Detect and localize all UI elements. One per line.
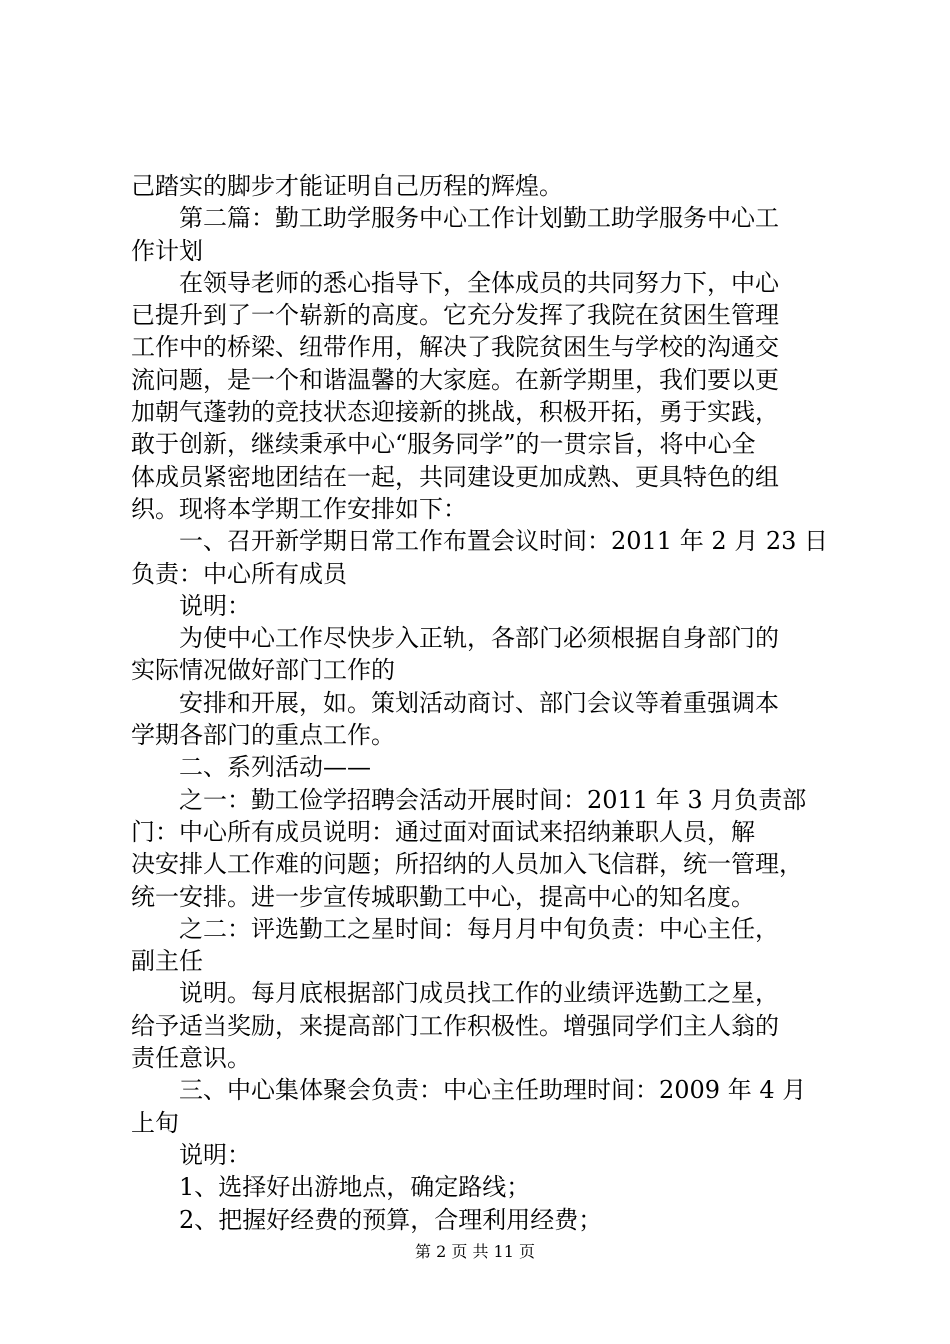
- text-line: 加朝气蓬勃的竞技状态迎接新的挑战，积极开拓，勇于实践，: [131, 398, 779, 427]
- text-line: 说明：: [179, 591, 251, 620]
- text-line: 二、系列活动——: [179, 753, 371, 782]
- text-line: 在领导老师的悉心指导下，全体成员的共同努力下，中心: [179, 268, 779, 297]
- page-number-footer: 第 2 页 共 11 页: [415, 1242, 535, 1261]
- text-line: 责任意识。: [131, 1044, 251, 1073]
- text-line: 三、中心集体聚会负责：中心主任助理时间：2009 年 4 月: [179, 1076, 807, 1105]
- text-line: 2、把握好经费的预算，合理利用经费；: [179, 1205, 603, 1234]
- text-line: 统一安排。进一步宣传城职勤工中心，提高中心的知名度。: [131, 882, 755, 911]
- text-line: 学期各部门的重点工作。: [131, 721, 395, 750]
- text-line: 已提升到了一个崭新的高度。它充分发挥了我院在贫困生管理: [131, 301, 779, 330]
- text-line: 第二篇：勤工助学服务中心工作计划勤工助学服务中心工: [179, 204, 779, 233]
- text-line: 1、选择好出游地点，确定路线；: [179, 1173, 531, 1202]
- document-body: [131, 170, 836, 1236]
- text-line: 给予适当奖励，来提高部门工作积极性。增强同学们主人翁的: [131, 1011, 779, 1040]
- text-line: 之二：评选勤工之星时间：每月月中旬负责：中心主任，: [179, 914, 779, 943]
- text-line: 作计划: [131, 236, 203, 265]
- text-line: 织。现将本学期工作安排如下：: [131, 494, 467, 523]
- text-line: 敢于创新，继续秉承中心“服务同学”的一贯宗旨，将中心全: [131, 430, 756, 459]
- text-line: 上旬: [131, 1108, 179, 1137]
- text-line: 一、召开新学期日常工作布置会议时间：2011 年 2 月 23 日: [179, 527, 829, 556]
- text-line: 说明。每月底根据部门成员找工作的业绩评选勤工之星，: [179, 979, 779, 1008]
- text-line: 工作中的桥梁、纽带作用，解决了我院贫困生与学校的沟通交: [131, 333, 779, 362]
- text-line: 体成员紧密地团结在一起，共同建设更加成熟、更具特色的组: [131, 462, 779, 491]
- text-line: 安排和开展，如。策划活动商讨、部门会议等着重强调本: [179, 688, 779, 717]
- text-line: 决安排人工作难的问题；所招纳的人员加入飞信群，统一管理，: [131, 850, 803, 879]
- text-line: 流问题，是一个和谐温馨的大家庭。在新学期里，我们要以更: [131, 365, 779, 394]
- text-line: 副主任: [131, 947, 203, 976]
- text-line: 之一：勤工俭学招聘会活动开展时间：2011 年 3 月负责部: [179, 785, 807, 814]
- text-line: 负责：中心所有成员: [131, 559, 347, 588]
- text-line: 己踏实的脚步才能证明自己历程的辉煌。: [131, 172, 563, 200]
- text-line: 为使中心工作尽快步入正轨，各部门必须根据自身部门的: [179, 624, 779, 653]
- text-line: 说明：: [179, 1140, 251, 1169]
- text-line: 门：中心所有成员说明：通过面对面试来招纳兼职人员，解: [131, 817, 755, 846]
- text-line: 实际情况做好部门工作的: [131, 656, 395, 685]
